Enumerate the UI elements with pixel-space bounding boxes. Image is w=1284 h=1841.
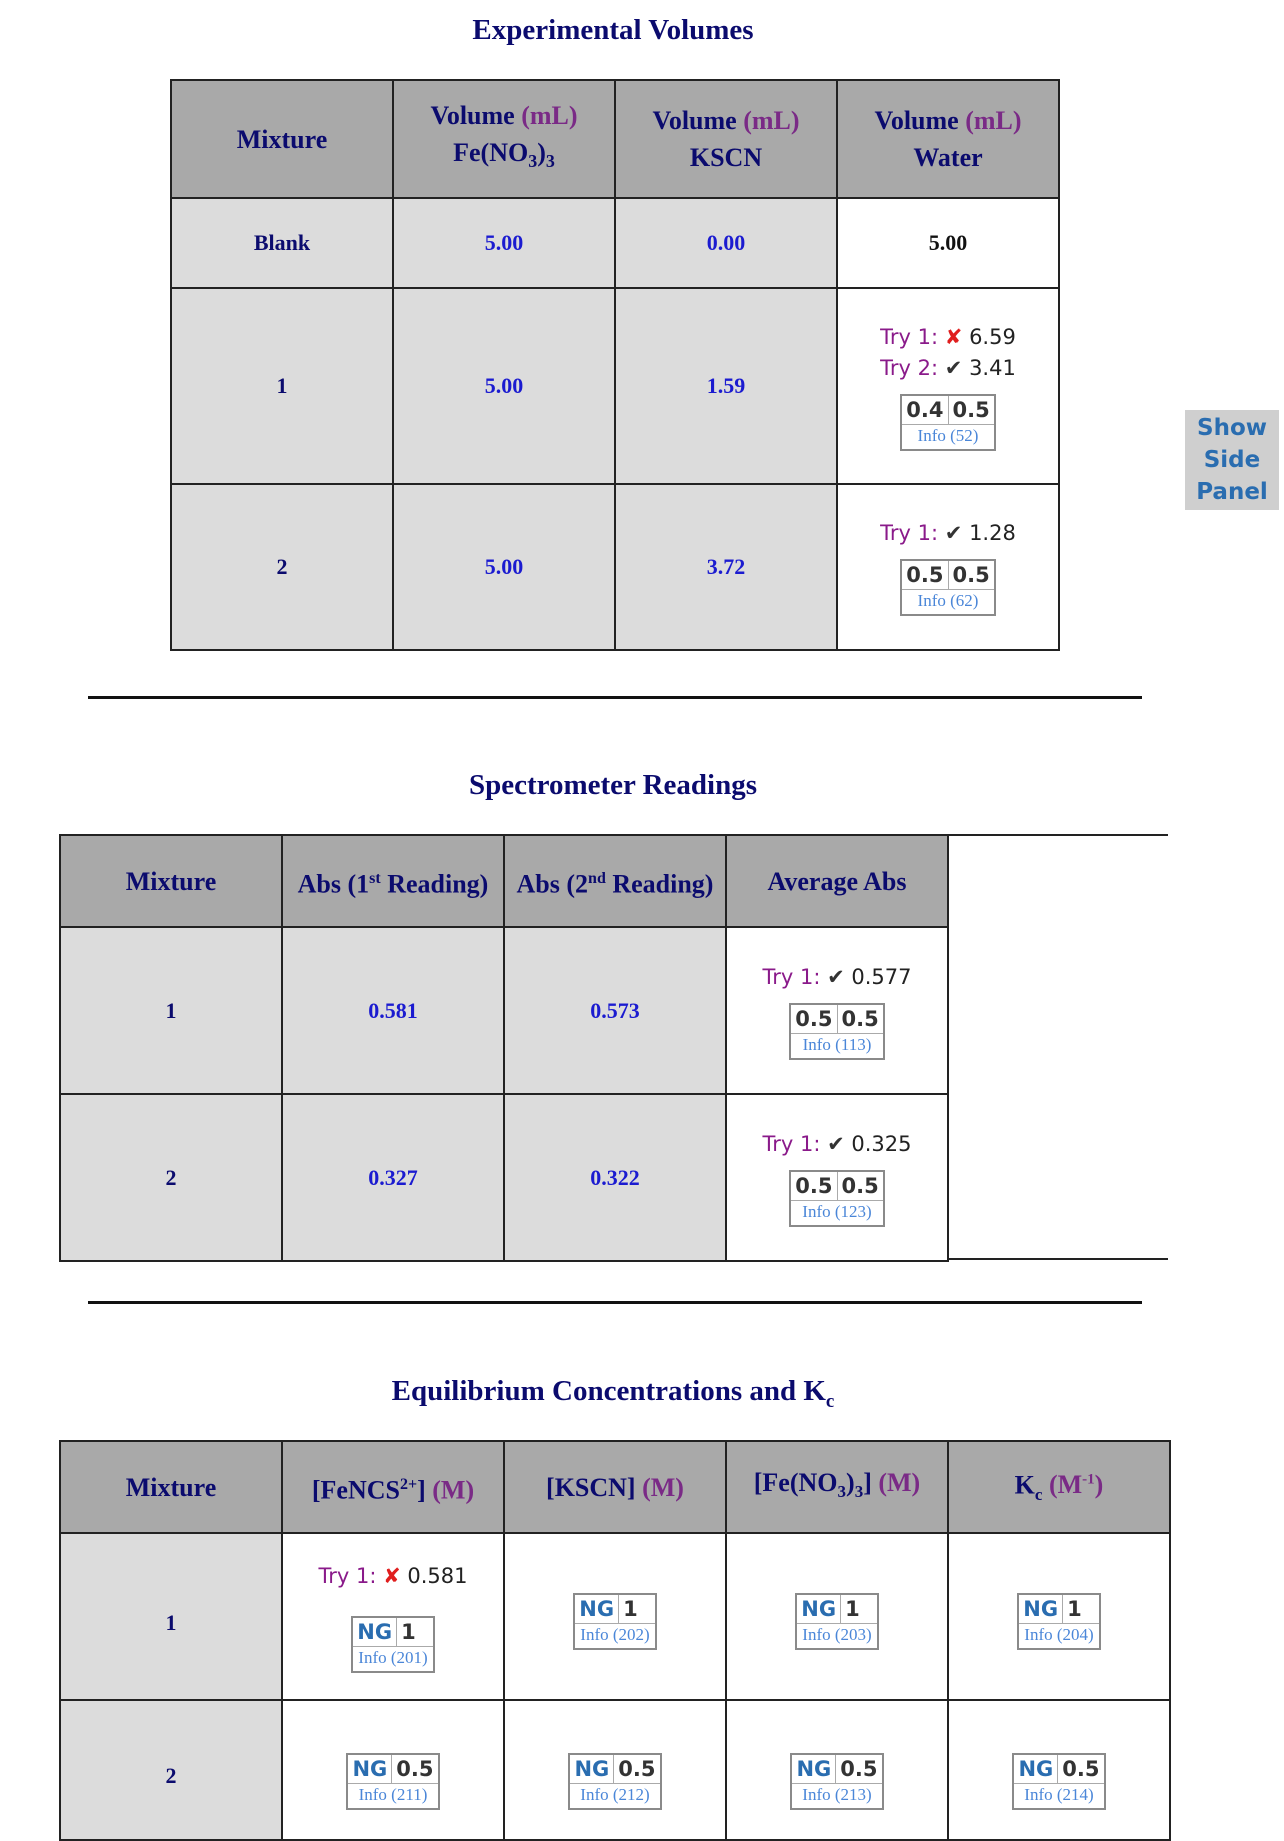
water-volume-value: 5.00 — [837, 198, 1059, 288]
mixture-label: 2 — [171, 484, 393, 650]
table-row — [60, 1533, 1170, 1700]
info-link[interactable]: Info (211) — [358, 1785, 428, 1804]
abs1-value: 0.327 — [282, 1094, 504, 1261]
mixture-label: 2 — [60, 1094, 282, 1261]
header-kscn-volume: Volume (mL) KSCN — [615, 80, 837, 198]
score-box: NG 1 Info (202) — [573, 1593, 656, 1650]
try-line: Try 2: ✔ 3.41 — [880, 355, 1016, 380]
table-extension-line — [946, 834, 1168, 836]
score-box: NG 1 Info (204) — [1017, 1593, 1100, 1650]
check-icon: ✔ — [944, 355, 963, 380]
table-row — [60, 1094, 948, 1261]
try-line: Try 1: ✔ 1.28 — [880, 521, 1016, 545]
header-fencs: [FeNCS$^{2+}$] (M) — [282, 1441, 504, 1533]
score-box: 0.5 0.5 Info (123) — [789, 1170, 884, 1227]
score-box: NG 0.5 Info (212) — [568, 1753, 661, 1810]
score-box: NG 0.5 Info (211) — [346, 1753, 439, 1810]
score-box: NG 1 Info (203) — [795, 1593, 878, 1650]
abs1-value: 0.581 — [282, 927, 504, 1094]
header-abs-first: Abs (1st Reading) — [282, 835, 504, 927]
header-average-abs: Average Abs — [726, 835, 948, 927]
try-line: Try 1: ✔ 0.577 — [762, 964, 912, 989]
header-mixture: Mixture — [60, 835, 282, 927]
mixture-label: 2 — [60, 1700, 282, 1840]
x-icon: ✘ — [944, 324, 963, 349]
average-answer-cell — [726, 927, 948, 1094]
table-row — [60, 1700, 1170, 1840]
score-box: 0.5 0.5 Info (62) — [900, 559, 995, 616]
abs2-value: 0.573 — [504, 927, 726, 1094]
check-icon: ✔ — [827, 964, 845, 989]
table-row — [171, 484, 1059, 650]
kscn-volume-value: 1.59 — [615, 288, 837, 484]
kc-answer-cell — [948, 1700, 1170, 1840]
info-link[interactable]: Info (123) — [802, 1201, 872, 1221]
check-icon: ✔ — [827, 1131, 845, 1156]
fe-volume-value: 5.00 — [393, 288, 615, 484]
show-side-panel-label: Show Side Panel — [1196, 415, 1268, 505]
mixture-label: Blank — [171, 198, 393, 288]
equilibrium-table — [59, 1440, 1171, 1841]
info-link[interactable]: Info (214) — [1024, 1785, 1094, 1804]
score-box: NG 0.5 Info (213) — [790, 1753, 883, 1810]
divider — [88, 696, 1142, 699]
header-kc: $K_c$ $(M^{-1})$ — [948, 1441, 1170, 1533]
info-link[interactable]: Info (202) — [580, 1625, 650, 1644]
kscn-answer-cell — [504, 1700, 726, 1840]
volumes-title: Experimental Volumes — [472, 14, 754, 46]
table-extension-line — [946, 1258, 1168, 1260]
mixture-label: 1 — [171, 288, 393, 484]
table-row — [171, 288, 1059, 484]
info-link[interactable]: Info (204) — [1024, 1625, 1094, 1644]
water-answer-cell — [837, 288, 1059, 484]
fencs-answer-cell — [282, 1533, 504, 1700]
mixture-label: 1 — [60, 927, 282, 1094]
fe-volume-value: 5.00 — [393, 484, 615, 650]
equilibrium-title: Equilibrium Concentrations and $K_c$ — [391, 1375, 835, 1412]
try-line: Try 1: ✔ 0.325 — [762, 1131, 912, 1156]
header-fe-no3: $[Fe(NO_3)_3]$ (M) — [726, 1441, 948, 1533]
header-fe-volume: Volume (mL) $Fe(NO_3)_3$ — [393, 80, 615, 198]
water-answer-cell — [837, 484, 1059, 650]
header-mixture: Mixture — [60, 1441, 282, 1533]
divider — [88, 1301, 1142, 1304]
spectrometer-table — [59, 834, 949, 1262]
abs2-value: 0.322 — [504, 1094, 726, 1261]
header-kscn: [KSCN] (M) — [504, 1441, 726, 1533]
fencs-answer-cell — [282, 1700, 504, 1840]
volumes-table — [170, 79, 1060, 651]
header-water-volume: Volume (mL) Water — [837, 80, 1059, 198]
score-box: NG 1 Info (201) — [351, 1616, 434, 1673]
fe-volume-value: 5.00 — [393, 198, 615, 288]
info-link[interactable]: Info (212) — [580, 1785, 650, 1804]
info-link[interactable]: Info (62) — [917, 591, 979, 610]
table-row — [171, 198, 1059, 288]
info-link[interactable]: Info (213) — [802, 1785, 872, 1804]
header-mixture: Mixture — [171, 80, 393, 198]
fe-no3-answer-cell — [726, 1700, 948, 1840]
kscn-answer-cell — [504, 1533, 726, 1700]
show-side-panel-button[interactable] — [1185, 410, 1279, 510]
info-link[interactable]: Info (113) — [802, 1034, 872, 1054]
x-icon: ✘ — [383, 1563, 401, 1588]
spectrometer-title: Spectrometer Readings — [468, 769, 758, 801]
score-box: NG 0.5 Info (214) — [1012, 1753, 1105, 1810]
kscn-volume-value: 3.72 — [615, 484, 837, 650]
info-link[interactable]: Info (201) — [358, 1647, 428, 1667]
info-link[interactable]: Info (203) — [802, 1625, 872, 1644]
average-answer-cell — [726, 1094, 948, 1261]
kscn-volume-value: 0.00 — [615, 198, 837, 288]
try-line: Try 1: ✘ 6.59 — [880, 324, 1016, 349]
kc-answer-cell — [948, 1533, 1170, 1700]
check-icon: ✔ — [944, 521, 963, 545]
fe-no3-answer-cell — [726, 1533, 948, 1700]
info-link[interactable]: Info (52) — [917, 425, 979, 445]
header-abs-second: Abs (2nd Reading) — [504, 835, 726, 927]
table-row — [60, 927, 948, 1094]
try-line: Try 1: ✘ 0.581 — [318, 1563, 468, 1588]
mixture-label: 1 — [60, 1533, 282, 1700]
score-box: 0.5 0.5 Info (113) — [789, 1003, 884, 1060]
score-box: 0.4 0.5 Info (52) — [900, 394, 995, 451]
